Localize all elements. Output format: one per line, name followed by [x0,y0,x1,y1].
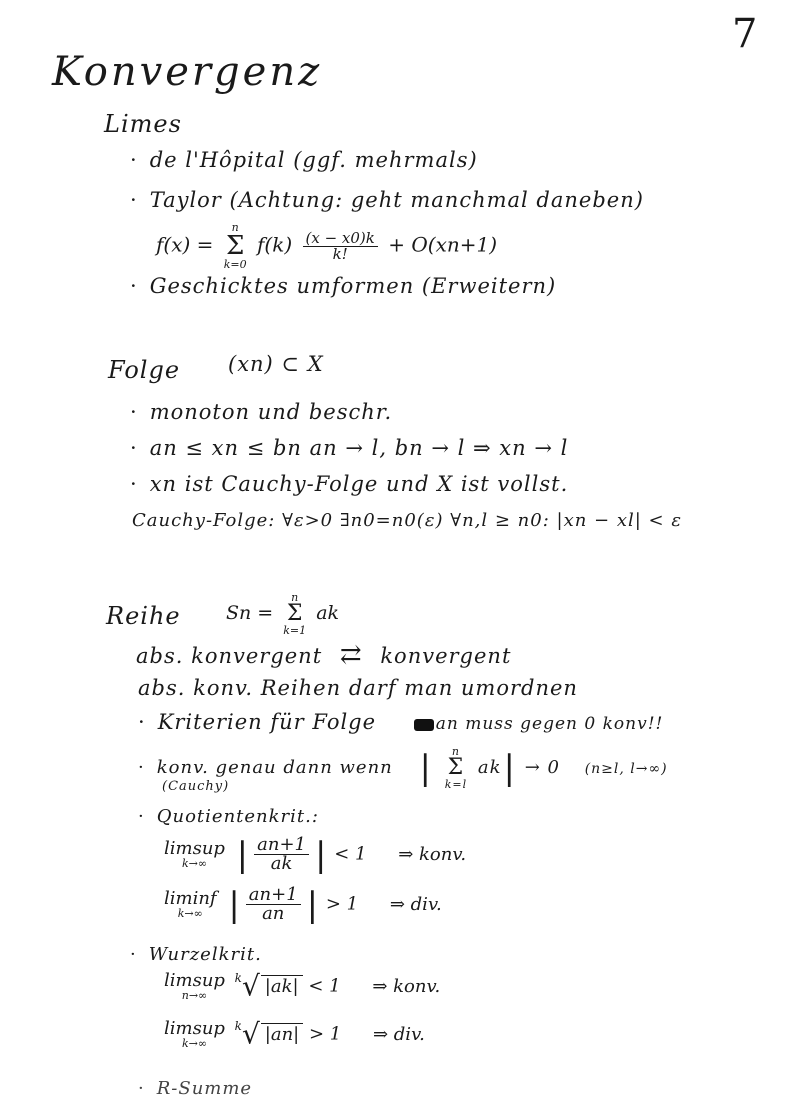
abs-konvergent-label: abs. konvergent [136,644,323,668]
reihe-item-cauchy: · konv. genau dann wenn | n Σ k=l ak| → 0 (n≥l, l→∞) [138,745,668,791]
cauchy-tail: → 0 [524,757,560,778]
fraction-denominator: ak [270,853,293,874]
lim-operator [164,840,225,869]
result: ⇒ konv. [372,975,441,997]
cauchy-term: ak [477,757,502,778]
fraction-numerator: (x − x0)k [303,231,378,247]
folge-item-sandwich [130,438,568,459]
sum-symbol: n Σ k=0 [223,221,247,271]
bullet-icon: · [130,400,138,424]
cauchy-label: konv. genau dann wenn [156,757,393,778]
limes-item-umformen [130,276,556,297]
limes-item-hopital [130,150,478,171]
lim-subscript: k→∞ [181,1037,207,1050]
cauchy-condition: (n≥l, l→∞) [584,761,668,777]
lim-label: limsup [164,838,225,859]
folge-notation: (xn) ⊂ X [228,352,324,376]
root-index: k [234,1019,242,1033]
bullet-icon: · [130,436,138,460]
abs-konv-implication [136,642,511,668]
relation: < 1 [308,975,341,997]
cauchy-paren: (Cauchy) [162,779,230,794]
folge-heading: Folge [108,356,181,384]
root-icon: √ [241,1017,260,1051]
page-title: Konvergenz [52,49,323,95]
reihe-item-wurzel [130,946,262,964]
sum-lower: k=0 [223,258,247,271]
relation: < 1 [334,843,367,865]
root-index: k [234,971,242,985]
lim-label: liminf [164,888,217,909]
radicand: |ak| [261,975,303,996]
bullet-icon: · [138,757,145,778]
def-lhs: Sn = [226,602,274,624]
limes-item-text: de l'Hôpital (ggf. mehrmals) [149,148,478,172]
reihe-definition [226,592,339,636]
sum-upper: n [231,221,239,234]
formula-fraction [303,228,378,263]
reihe-item-rsumme [138,1080,252,1098]
kriterien-label: Kriterien für Folge [157,710,377,734]
lim-operator [164,890,217,919]
bullet-icon: · [130,188,138,212]
relation: > 1 [308,1023,342,1045]
lim-operator [164,1020,225,1049]
folge-item-text: an ≤ xn ≤ bn an → l, bn → l ⇒ xn → l [149,436,569,460]
cauchy-definition: Cauchy-Folge: ∀ε>0 ∃n0=n0(ε) ∀n,l ≥ n0: |xn − xl| < ε [132,510,683,531]
lim-subscript: k→∞ [177,907,203,920]
quotient-fraction [254,836,309,873]
def-term: ak [316,602,340,624]
lim-operator [164,972,225,1001]
relation: > 1 [325,893,359,915]
quotient-limsup-row: limsup k→∞ | $\frac{an+1}{ak}$ | < 1 ⇒ konv. [164,834,467,875]
fraction-numerator: an+1 [246,886,301,905]
page-number: 7 [732,11,758,57]
sum-lower: k=l [444,778,468,791]
folge-item-text: monoton und beschr. [149,400,393,424]
result: ⇒ div. [372,1023,425,1045]
radicand: |an| [261,1023,303,1044]
not-equivalent-icon: ⇄ [339,640,363,670]
wurzel-row-konv [160,969,441,1003]
limes-item-taylor [130,190,644,211]
bullet-icon: · [138,710,146,734]
lim-subscript: n→∞ [181,989,208,1002]
fraction-denominator: k! [332,244,348,263]
quotient-heading: Quotientenkrit.: [156,806,319,827]
rsumme-label: R-Summe [156,1078,253,1099]
folge-item-monoton [130,402,392,423]
wurzel-heading: Wurzelkrit. [148,944,262,965]
konvergent-label: konvergent [380,644,512,668]
bullet-icon: · [130,274,138,298]
umordnen-line: abs. konv. Reihen darf man umordnen [138,676,578,700]
quotient-fraction [246,886,301,923]
folge-item-cauchy [130,474,568,495]
quotient-liminf-row: liminf k→∞ | $\frac{an+1}{an}$ | > 1 ⇒ div. [164,884,442,925]
root-icon: √ [241,969,260,1003]
limes-heading: Limes [104,110,182,138]
sum-upper: n [451,745,460,758]
result: ⇒ konv. [398,843,467,865]
taylor-formula [156,222,497,270]
bullet-icon: · [130,148,138,172]
reihe-item-kriterien [138,712,663,733]
formula-term: f(k) [257,232,293,257]
fraction-numerator: an+1 [254,836,309,855]
limes-item-text: Taylor (Achtung: geht manchmal daneben) [149,188,644,212]
result: ⇒ div. [389,893,442,915]
wurzel-row-div [160,1017,425,1051]
kriterien-note: an muss gegen 0 konv!! [414,714,664,734]
bullet-icon: · [130,944,137,965]
reihe-item-quotient [138,808,319,826]
folge-item-text: xn ist Cauchy-Folge und X ist vollst. [149,472,569,496]
limes-item-text: Geschicktes umformen (Erweitern) [149,274,557,298]
sum-symbol: n Σ k=1 [283,591,307,637]
ink-blot-icon [414,719,434,731]
reihe-heading: Reihe [106,602,181,630]
fraction-denominator: an [262,903,285,924]
lim-label: limsup [164,1018,225,1039]
bullet-icon: · [130,472,138,496]
bullet-icon: · [138,1078,145,1099]
sum-symbol: n Σ k=l [444,745,468,791]
sum-upper: n [291,591,299,604]
formula-tail: + O(xn+1) [388,232,498,257]
bullet-icon: · [138,806,145,827]
lim-label: limsup [164,970,225,991]
lim-subscript: k→∞ [181,857,207,870]
formula-lhs: f(x) = [156,232,214,257]
sum-lower: k=1 [283,624,307,637]
